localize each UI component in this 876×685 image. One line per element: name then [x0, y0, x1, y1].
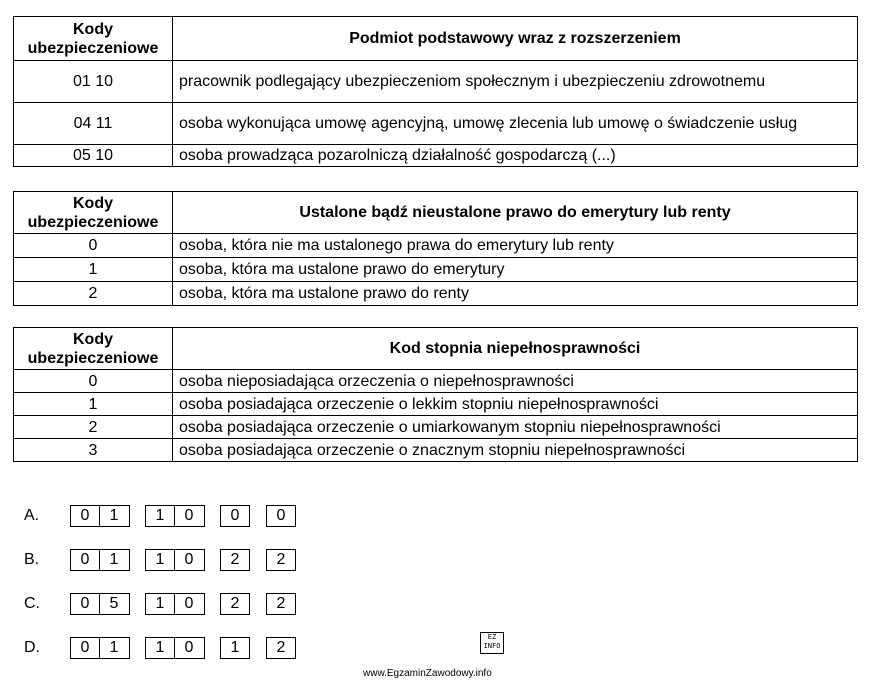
row-code: 0 [14, 234, 173, 258]
digit: 2 [276, 551, 286, 568]
answer-option-a[interactable] [24, 505, 344, 529]
table-row [14, 145, 858, 167]
digit: 2 [276, 639, 286, 656]
code-box-single [266, 637, 296, 659]
row-code: 2 [14, 282, 173, 306]
code-box-single [266, 593, 296, 615]
insurance-code-table-2 [13, 191, 858, 306]
answer-option-c[interactable] [24, 593, 344, 617]
digit: 2 [230, 551, 240, 568]
code-box-pair [145, 549, 205, 571]
digit: 0 [174, 638, 203, 658]
row-description: osoba, która ma ustalone prawo do emerytury [173, 258, 858, 282]
answer-option-b[interactable] [24, 549, 344, 573]
answer-letter: B. [24, 551, 40, 568]
table-header [14, 192, 858, 234]
digit: 1 [99, 550, 128, 570]
table-row [14, 61, 858, 103]
digit: 0 [174, 594, 203, 614]
digit: 1 [155, 639, 165, 656]
table-header [14, 328, 858, 370]
digit: 0 [230, 507, 240, 524]
digit: 0 [80, 507, 90, 524]
digit: 1 [99, 638, 128, 658]
digit: 1 [155, 551, 165, 568]
code-box-pair [70, 549, 130, 571]
table-row [14, 258, 858, 282]
row-code: 01 10 [14, 61, 173, 103]
code-box-single [220, 637, 250, 659]
code-box-single [220, 549, 250, 571]
row-description: osoba posiadająca orzeczenie o lekkim stopniu niepełnosprawności [173, 393, 858, 416]
code-box-single [266, 549, 296, 571]
footer-url: www.EgzaminZawodowy.info [363, 668, 492, 679]
header-code: Kody ubezpieczeniowe [14, 192, 173, 234]
digit: 2 [230, 595, 240, 612]
row-description: osoba posiadająca orzeczenie o znacznym stopniu niepełnosprawności [173, 439, 858, 462]
row-description: osoba wykonująca umowę agencyjną, umowę zlecenia lub umowę o świadczenie usług [173, 103, 858, 145]
table-row [14, 282, 858, 306]
digit: 1 [155, 507, 165, 524]
header-description: Kod stopnia niepełnosprawności [173, 328, 858, 370]
digit: 1 [155, 595, 165, 612]
digit: 2 [276, 595, 286, 612]
answer-letter: D. [24, 639, 40, 656]
code-box-pair [145, 505, 205, 527]
row-code: 05 10 [14, 145, 173, 167]
answer-option-d[interactable] [24, 637, 344, 661]
code-box-single [220, 593, 250, 615]
row-description: pracownik podlegający ubezpieczeniom społecznym i ubezpieczeniu zdrowotnemu [173, 61, 858, 103]
row-code: 2 [14, 416, 173, 439]
code-box-pair [145, 637, 205, 659]
table-row [14, 234, 858, 258]
code-box-pair [70, 505, 130, 527]
header-description: Ustalone bądź nieustalone prawo do emerytury lub renty [173, 192, 858, 234]
row-description: osoba prowadząca pozarolniczą działalność gospodarczą (...) [173, 145, 858, 167]
code-box-pair [145, 593, 205, 615]
row-description: osoba posiadająca orzeczenie o umiarkowanym stopniu niepełnosprawności [173, 416, 858, 439]
code-box-pair [70, 637, 130, 659]
header-code: Kody ubezpieczeniowe [14, 328, 173, 370]
row-description: osoba, która ma ustalone prawo do renty [173, 282, 858, 306]
row-code: 04 11 [14, 103, 173, 145]
header-description: Podmiot podstawowy wraz z rozszerzeniem [173, 17, 858, 61]
insurance-code-table-1 [13, 16, 858, 167]
row-description: osoba, która nie ma ustalonego prawa do emerytury lub renty [173, 234, 858, 258]
code-box-pair [70, 593, 130, 615]
row-description: osoba nieposiadająca orzeczenia o niepełnosprawności [173, 370, 858, 393]
digit: 0 [80, 639, 90, 656]
digit: 5 [99, 594, 128, 614]
table-row [14, 439, 858, 462]
row-code: 1 [14, 393, 173, 416]
digit: 0 [80, 551, 90, 568]
table-row [14, 393, 858, 416]
answer-letter: A. [24, 507, 40, 524]
digit: 0 [276, 507, 286, 524]
row-code: 3 [14, 439, 173, 462]
digit: 0 [80, 595, 90, 612]
row-code: 1 [14, 258, 173, 282]
header-code: Kody ubezpieczeniowe [14, 17, 173, 61]
insurance-code-table-3 [13, 327, 858, 462]
code-box-single [266, 505, 296, 527]
digit: 1 [230, 639, 240, 656]
row-code: 0 [14, 370, 173, 393]
ez-info-logo: EZ INFO [480, 632, 504, 654]
code-box-single [220, 505, 250, 527]
table-header [14, 17, 858, 61]
digit: 1 [99, 506, 128, 526]
digit: 0 [174, 506, 203, 526]
digit: 0 [174, 550, 203, 570]
answer-letter: C. [24, 595, 40, 612]
table-row [14, 103, 858, 145]
table-row [14, 416, 858, 439]
table-row [14, 370, 858, 393]
